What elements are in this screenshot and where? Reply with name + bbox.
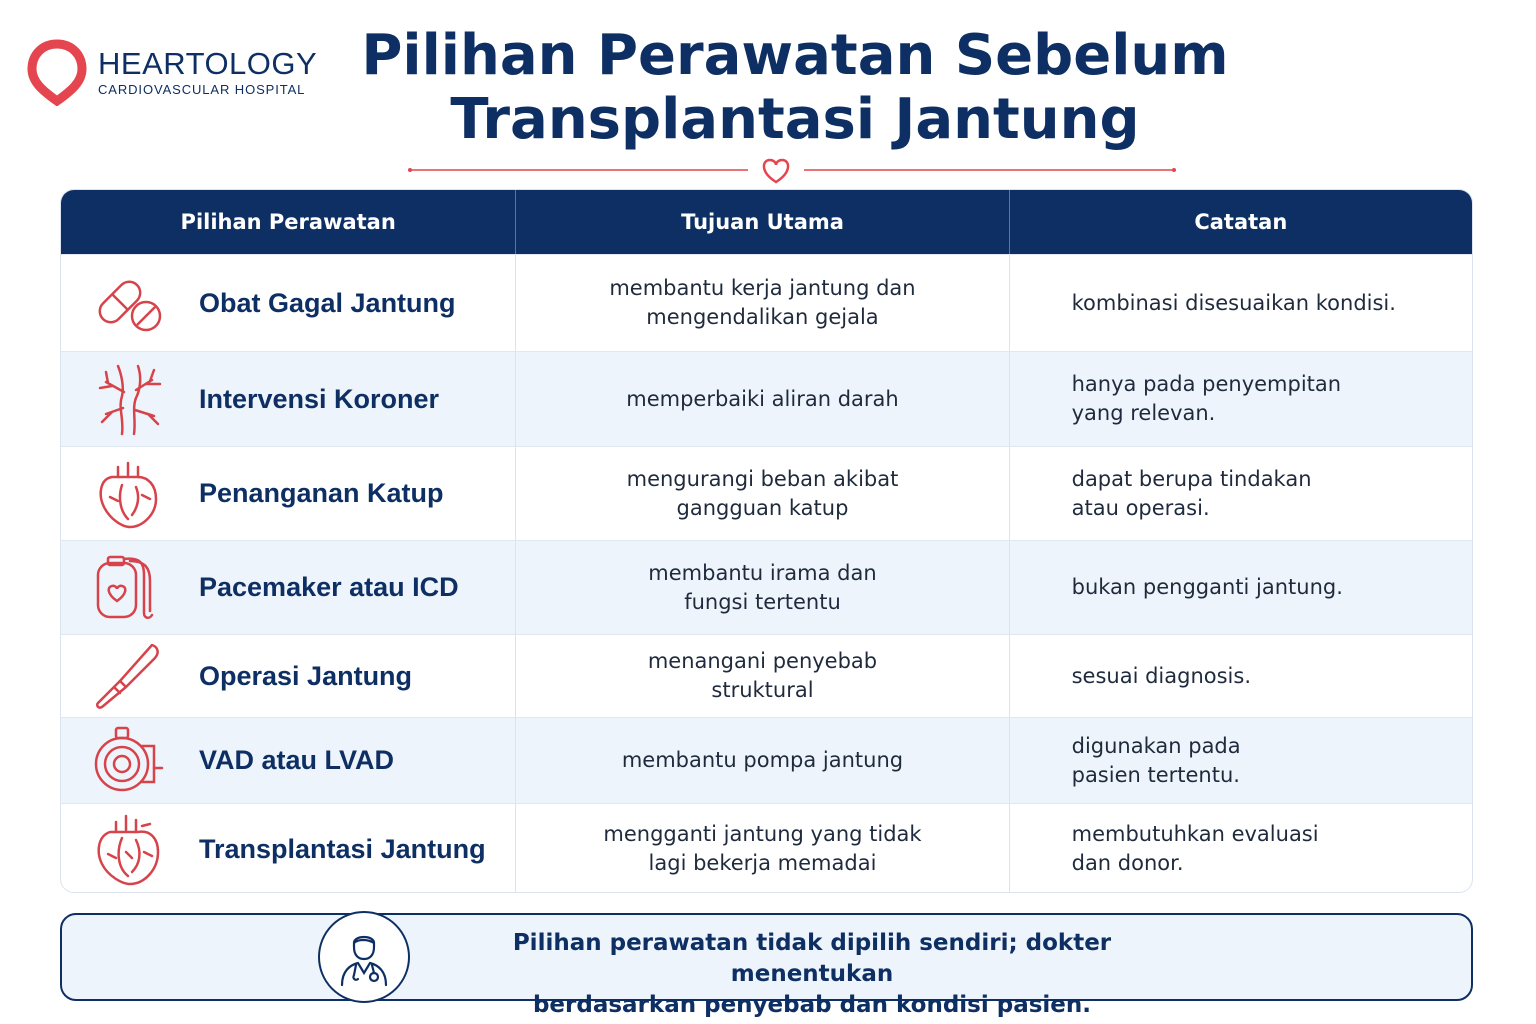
- pills-icon: [92, 266, 166, 340]
- treatment-name: Obat Gagal Jantung: [199, 287, 456, 318]
- treatment-name: Pacemaker atau ICD: [199, 572, 459, 602]
- treatment-note: dapat berupa tindakan atau operasi.: [1071, 466, 1312, 520]
- treatment-goal: membantu pompa jantung: [621, 748, 904, 772]
- heartology-logo-icon: [26, 38, 88, 106]
- treatment-goal: memperbaiki aliran darah: [626, 386, 899, 411]
- treatment-name: Penanganan Katup: [199, 478, 444, 508]
- table-row: [61, 351, 1472, 446]
- treatment-goal: mengurangi beban akibat gangguan katup: [626, 466, 899, 520]
- treatment-name: Transplantasi Jantung: [199, 833, 486, 864]
- treatment-note: sesuai diagnosis.: [1071, 663, 1252, 688]
- table-row: [61, 803, 1472, 893]
- treatment-goal: menangani penyebab struktural: [647, 649, 878, 702]
- doctor-icon: [334, 927, 394, 987]
- treatment-note: digunakan pada pasien tertentu.: [1071, 733, 1241, 787]
- footer-note: [60, 913, 1473, 1018]
- page-title: [330, 24, 1260, 152]
- treatment-table: [60, 189, 1473, 893]
- table-row: [61, 540, 1472, 634]
- coronary-artery-icon: [92, 362, 166, 436]
- treatment-name: Operasi Jantung: [199, 660, 413, 691]
- anatomical-heart-icon: [92, 812, 166, 886]
- heart-divider: [408, 152, 1176, 188]
- treatment-note: kombinasi disesuaikan kondisi.: [1071, 290, 1396, 315]
- header-treatment-option: Pilihan Perawatan: [61, 190, 516, 254]
- treatment-note: membutuhkan evaluasi dan donor.: [1071, 822, 1319, 875]
- scalpel-icon: [92, 639, 166, 713]
- treatment-note: hanya pada penyempitan yang relevan.: [1071, 372, 1342, 425]
- brand-name: HEARTOLOGY: [98, 45, 318, 81]
- brand-logo: [26, 38, 317, 106]
- treatment-name: Intervensi Koroner: [199, 383, 440, 414]
- table-row: [61, 446, 1472, 540]
- page-title-line-2: Transplantasi Jantung: [450, 87, 1140, 152]
- table-row: [61, 254, 1472, 351]
- treatment-name: VAD atau LVAD: [199, 745, 395, 775]
- treatment-goal: membantu irama dan fungsi tertentu: [648, 560, 877, 614]
- table-row: [61, 717, 1472, 803]
- pacemaker-icon: [92, 551, 166, 625]
- brand-subtitle: CARDIOVASCULAR HOSPITAL: [98, 81, 306, 97]
- page-title-line-1: Pilihan Perawatan Sebelum: [361, 23, 1229, 88]
- treatment-note: bukan pengganti jantung.: [1071, 575, 1343, 599]
- treatment-goal: mengganti jantung yang tidak lagi bekerja memadai: [603, 822, 922, 875]
- table-row: [61, 634, 1472, 717]
- table-header: [61, 190, 1472, 254]
- vad-pump-icon: [92, 724, 166, 798]
- treatment-goal: membantu kerja jantung dan mengendalikan gejala: [609, 276, 916, 329]
- heart-valve-icon: [92, 457, 166, 531]
- footer-text: Pilihan perawatan tidak dipilih sendiri; dokter menentukan berdasarkan penyebab dan kondisi pasien.: [512, 930, 1112, 1018]
- header-notes: Catatan: [1194, 210, 1288, 234]
- header-main-goal: Tujuan Utama: [516, 190, 1009, 254]
